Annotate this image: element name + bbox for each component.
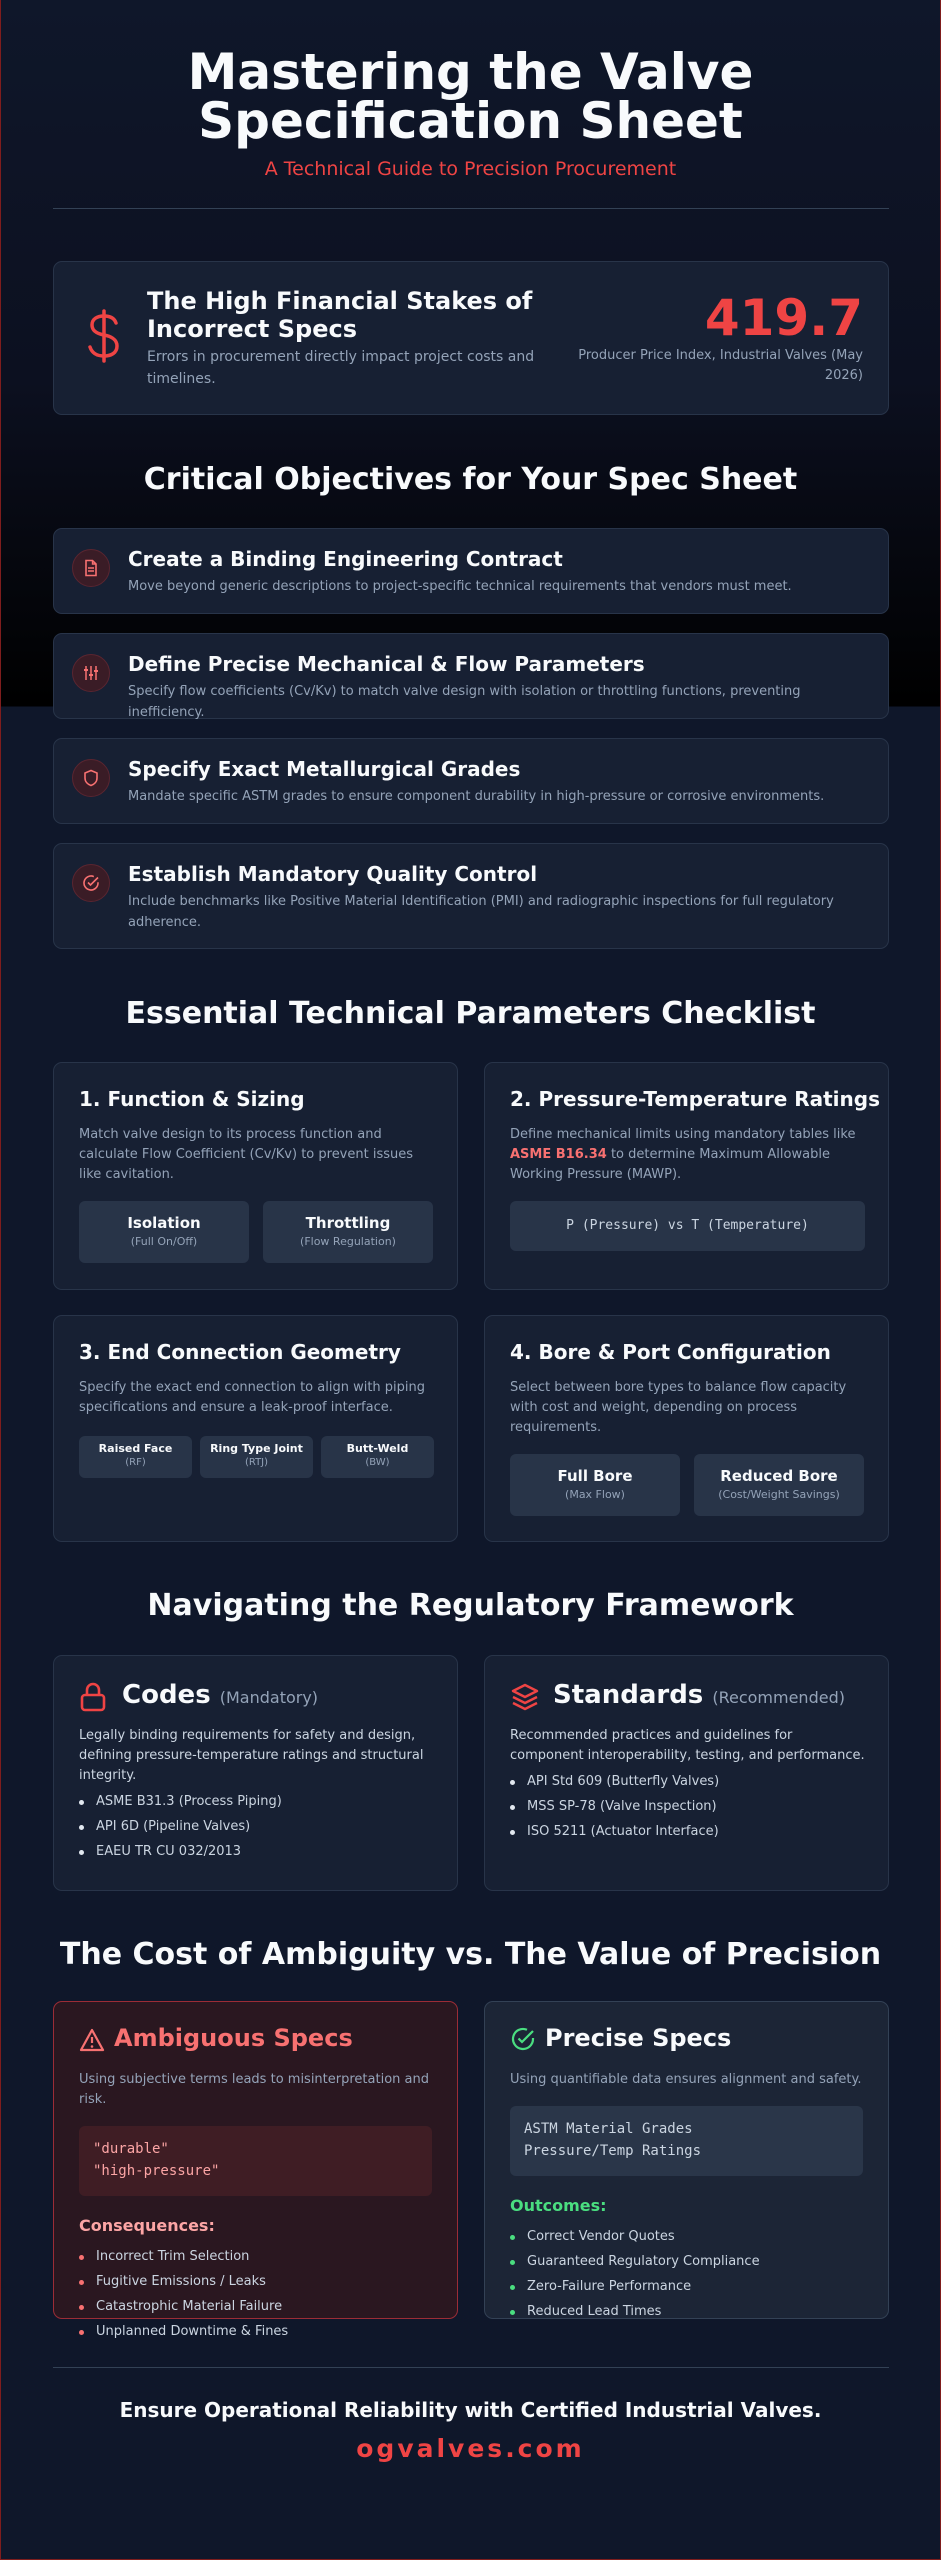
codes-list bbox=[79, 1789, 437, 1864]
option-label: Isolation bbox=[127, 1214, 201, 1232]
list-item: API Std 609 (Butterfly Valves) bbox=[510, 1769, 868, 1794]
outcomes-label: Outcomes: bbox=[510, 2196, 607, 2215]
ambiguous-term: "durable" bbox=[93, 2141, 169, 2157]
objective-title: Establish Mandatory Quality Control bbox=[128, 862, 538, 886]
option-label: Raised Face bbox=[98, 1442, 173, 1455]
footer-tagline: Ensure Operational Reliability with Certified Industrial Valves. bbox=[119, 2398, 822, 2422]
option-sublabel: (Max Flow) bbox=[565, 1488, 625, 1501]
objective-title: Specify Exact Metallurgical Grades bbox=[128, 757, 521, 781]
ambiguous-description: Using subjective terms leads to misinterpretation and risk. bbox=[79, 2072, 429, 2107]
codes-label: Codes bbox=[122, 1680, 211, 1710]
option-reduced-bore bbox=[694, 1454, 864, 1516]
checklist-card-description: Specify the exact end connection to align with piping specifications and ensure a leak-proof interface. bbox=[79, 1380, 426, 1415]
check-circle-icon bbox=[510, 2026, 536, 2052]
header-divider bbox=[53, 208, 889, 209]
asme-highlight: ASME B16.34 bbox=[510, 1147, 607, 1162]
option-butt-weld bbox=[321, 1436, 434, 1478]
option-label: Full Bore bbox=[557, 1467, 633, 1485]
option-label: Ring Type Joint bbox=[210, 1442, 303, 1455]
option-label: Butt-Weld bbox=[346, 1442, 409, 1455]
comparison-heading: The Cost of Ambiguity vs. The Value of Precision bbox=[59, 1937, 882, 1972]
dollar-icon bbox=[84, 308, 124, 364]
ambiguous-terms-box bbox=[79, 2126, 432, 2196]
shield-icon bbox=[72, 759, 110, 797]
checklist-card-title: 3. End Connection Geometry bbox=[79, 1340, 401, 1364]
lock-icon bbox=[79, 1682, 107, 1712]
ambiguous-title: Ambiguous Specs bbox=[114, 2024, 353, 2052]
objective-card-quality bbox=[53, 843, 889, 949]
standards-list bbox=[510, 1769, 868, 1844]
option-full-bore bbox=[510, 1454, 680, 1516]
standards-label: Standards bbox=[553, 1680, 704, 1710]
list-item: ASME B31.3 (Process Piping) bbox=[79, 1789, 437, 1814]
checklist-card-bore bbox=[484, 1315, 889, 1542]
option-label: Reduced Bore bbox=[720, 1467, 838, 1485]
objective-description: Include benchmarks like Positive Material Identification (PMI) and radiographic inspections for full regulatory adherence. bbox=[128, 894, 834, 930]
option-raised-face bbox=[79, 1436, 192, 1478]
codes-card bbox=[53, 1655, 458, 1891]
objectives-heading: Critical Objectives for Your Spec Sheet bbox=[143, 462, 798, 497]
precise-title: Precise Specs bbox=[545, 2024, 732, 2052]
list-item: Guaranteed Regulatory Compliance bbox=[510, 2249, 868, 2274]
stakes-title: The High Financial Stakes of Incorrect Specs bbox=[147, 287, 533, 343]
ambiguous-term: "high-pressure" bbox=[93, 2163, 220, 2179]
objective-card-metallurgy bbox=[53, 738, 889, 824]
standards-tag: (Recommended) bbox=[712, 1688, 845, 1707]
pressure-temperature-formula: P (Pressure) vs T (Temperature) bbox=[510, 1201, 865, 1251]
checklist-card-title: 4. Bore & Port Configuration bbox=[510, 1340, 831, 1364]
list-item: API 6D (Pipeline Valves) bbox=[79, 1814, 437, 1839]
description-text: Define mechanical limits using mandatory tables like bbox=[510, 1127, 856, 1142]
list-item: Catastrophic Material Failure bbox=[79, 2294, 437, 2319]
page-title-line-1: Mastering the Valve bbox=[187, 43, 754, 101]
ambiguous-specs-card bbox=[53, 2001, 458, 2339]
list-item: Unplanned Downtime & Fines bbox=[79, 2319, 437, 2344]
precise-term: ASTM Material Grades bbox=[524, 2121, 693, 2137]
footer-brand-link[interactable]: ogvalves.com bbox=[356, 2434, 585, 2463]
consequences-label: Consequences: bbox=[79, 2216, 215, 2235]
standards-title bbox=[553, 1680, 845, 1710]
option-ring-type-joint bbox=[200, 1436, 313, 1478]
checklist-card-pressure bbox=[484, 1062, 889, 1290]
list-item: Incorrect Trim Selection bbox=[79, 2244, 437, 2269]
objective-title: Define Precise Mechanical & Flow Parameters bbox=[128, 652, 645, 676]
check-circle-icon bbox=[72, 864, 110, 902]
footer-divider bbox=[53, 2367, 889, 2368]
option-sublabel: (BW) bbox=[365, 1457, 390, 1468]
option-isolation bbox=[79, 1201, 249, 1263]
list-item: ISO 5211 (Actuator Interface) bbox=[510, 1819, 868, 1844]
financial-stakes-card bbox=[53, 261, 889, 415]
ppi-label: Producer Price Index, Industrial Valves (May 2026) bbox=[578, 348, 863, 383]
standards-description: Recommended practices and guidelines for component interoperability, testing, and performance. bbox=[510, 1728, 865, 1763]
checklist-card-function bbox=[53, 1062, 458, 1290]
option-sublabel: (RTJ) bbox=[244, 1457, 269, 1468]
precise-terms-box bbox=[510, 2106, 863, 2176]
sliders-icon bbox=[72, 654, 110, 692]
list-item: Fugitive Emissions / Leaks bbox=[79, 2269, 437, 2294]
list-item: Correct Vendor Quotes bbox=[510, 2224, 868, 2249]
objective-title: Create a Binding Engineering Contract bbox=[128, 547, 563, 571]
page-title-line-2: Specification Sheet bbox=[198, 92, 743, 150]
stakes-description: Errors in procurement directly impact project costs and timelines. bbox=[147, 349, 535, 387]
codes-tag: (Mandatory) bbox=[219, 1688, 319, 1707]
list-item: MSS SP-78 (Valve Inspection) bbox=[510, 1794, 868, 1819]
codes-description: Legally binding requirements for safety and design, defining pressure-temperature ratings and structural integrity. bbox=[79, 1728, 424, 1783]
document-icon bbox=[72, 549, 110, 587]
option-label: Throttling bbox=[305, 1214, 391, 1232]
option-sublabel: (RF) bbox=[125, 1457, 146, 1468]
checklist-card-description: Select between bore types to balance flow capacity with cost and weight, depending on process requirements. bbox=[510, 1380, 847, 1435]
page-title bbox=[1, 43, 940, 150]
objective-card-contract bbox=[53, 528, 889, 614]
objective-card-parameters bbox=[53, 633, 889, 719]
objective-description: Mandate specific ASTM grades to ensure component durability in high-pressure or corrosive environments. bbox=[128, 789, 825, 804]
regulatory-heading: Navigating the Regulatory Framework bbox=[147, 1588, 794, 1623]
checklist-heading: Essential Technical Parameters Checklist bbox=[125, 996, 816, 1031]
checklist-card-title: 1. Function & Sizing bbox=[79, 1087, 305, 1111]
list-item: Zero-Failure Performance bbox=[510, 2274, 868, 2299]
standards-card bbox=[484, 1655, 889, 1891]
precise-description: Using quantifiable data ensures alignment and safety. bbox=[510, 2072, 862, 2087]
description-text: to determine Maximum Allowable Working Pressure (MAWP). bbox=[510, 1147, 830, 1182]
layers-icon bbox=[510, 1682, 540, 1712]
outcomes-list bbox=[510, 2224, 868, 2324]
consequences-list bbox=[79, 2244, 437, 2344]
checklist-card-description bbox=[510, 1125, 868, 1185]
option-sublabel: (Full On/Off) bbox=[130, 1235, 198, 1248]
precise-term: Pressure/Temp Ratings bbox=[524, 2143, 702, 2159]
option-sublabel: (Cost/Weight Savings) bbox=[718, 1488, 840, 1501]
option-throttling bbox=[263, 1201, 433, 1263]
precise-specs-card bbox=[484, 2001, 889, 2319]
ppi-value: 419.7 bbox=[704, 289, 863, 347]
page-subtitle: A Technical Guide to Precision Procurement bbox=[264, 158, 677, 180]
option-sublabel: (Flow Regulation) bbox=[300, 1235, 396, 1248]
checklist-card-description: Match valve design to its process function and calculate Flow Coefficient (Cv/Kv) to prevent issues like cavitation. bbox=[79, 1127, 414, 1182]
objective-description: Move beyond generic descriptions to project-specific technical requirements that vendors must meet. bbox=[128, 579, 792, 594]
checklist-card-title: 2. Pressure-Temperature Ratings bbox=[510, 1087, 880, 1111]
list-item: Reduced Lead Times bbox=[510, 2299, 868, 2324]
objective-description: Specify flow coefficients (Cv/Kv) to match valve design with isolation or throttling functions, preventing inefficiency. bbox=[128, 684, 801, 720]
codes-title bbox=[122, 1680, 318, 1710]
warning-icon bbox=[79, 2028, 105, 2052]
list-item: EAEU TR CU 032/2013 bbox=[79, 1839, 437, 1864]
checklist-card-end-connection bbox=[53, 1315, 458, 1542]
